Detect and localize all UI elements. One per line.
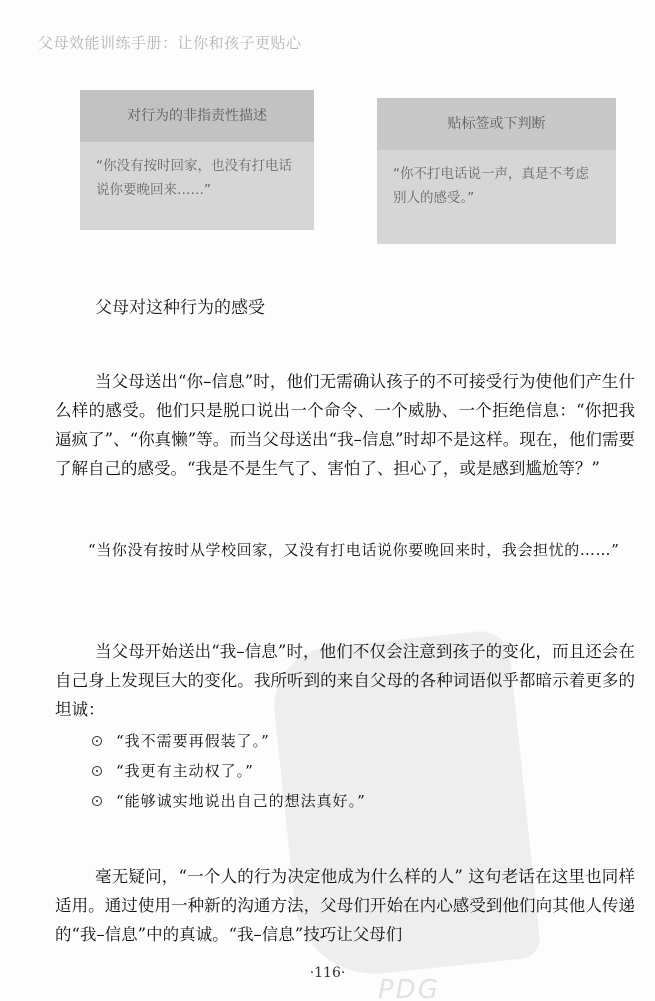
circle-bullet-icon [92,796,102,806]
box-title: 对行为的非指责性描述 [80,90,314,142]
box-body: “你不打电话说一声，真是不考虑别人的感受。” [393,166,589,206]
page-number: ·116· [309,965,346,981]
list-item [92,786,366,816]
list-item-text: “我不需要再假装了。” [116,732,270,750]
running-header: 父母效能训练手册：让你和孩子更贴心 [38,34,302,52]
list-item [92,756,366,786]
quoted-paragraph: “当你没有按时从学校回家，又没有打电话说你要晚回来时，我会担忧的……” [88,541,620,559]
box-title: 贴标签或下判断 [377,98,616,150]
paragraph: 毫无疑问，“一个人的行为决定他成为什么样的人” 这句老话在这里也同样适用。通过使用一种新的沟通方法，父母们开始在内心感受到他们向其他人传递的“我–信息”中的真诚。“我–信息”技巧让父母们 [55,866,635,944]
list-item [92,726,366,756]
paragraph: 当父母开始送出“我–信息”时，他们不仅会注意到孩子的变化，而且还会在自己身上发现巨大的变化。我所听到的来自父母的各种词语似乎都暗示着更多的坦诚： [55,641,635,719]
box-body: “你没有按时回家，也没有打电话说你要晚回来……” [96,158,292,198]
circle-bullet-icon [92,736,102,746]
labeling-judging-box [377,98,616,244]
watermark-label: PDG [378,975,440,1001]
list-item-text: “能够诚实地说出自己的想法真好。” [116,792,366,810]
list-item-text: “我更有主动权了。” [116,762,254,780]
paragraph: 当父母送出“你–信息”时，他们无需确认孩子的不可接受行为使他们产生什么样的感受。他们只是脱口说出一个命令、一个威胁、一个拒绝信息：“你把我逼疯了”、“你真懒”等。而当父母送出“我–信息”时却不是这样。现在，他们需要了解自己的感受。“我是不是生气了、害怕了、担心了，或是感到尴尬等？” [55,371,635,478]
circle-bullet-icon [92,766,102,776]
section-heading: 父母对这种行为的感受 [95,298,265,318]
nonblaming-description-box [80,90,314,230]
quote-list [92,726,366,816]
